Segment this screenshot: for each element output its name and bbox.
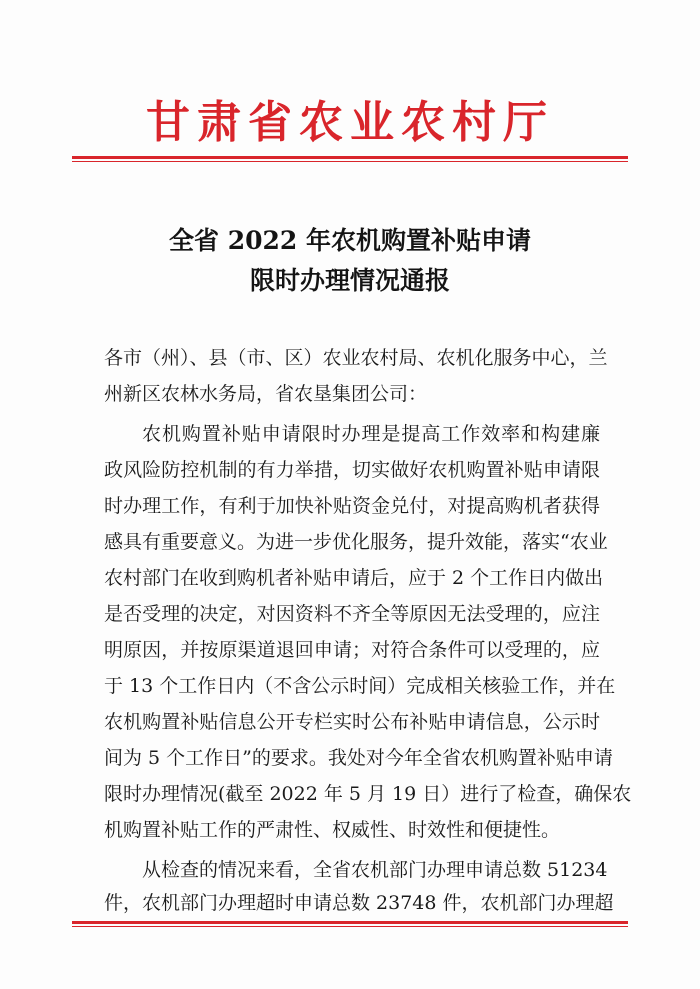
footer-red-rule-thick: [72, 921, 628, 924]
header-red-rule-thick: [72, 156, 628, 159]
body-line: 限时办理情况(截至 2022 年 5 月 19 日）进行了检查，确保农: [104, 783, 632, 805]
body-line: 农机购置补贴申请限时办理是提高工作效率和构建廉: [142, 423, 600, 445]
body-line-addressee-2: 州新区农林水务局，省农垦集团公司：: [104, 383, 428, 405]
body-line: 明原因，并按原渠道退回申请；对符合条件可以受理的，应: [104, 639, 600, 661]
body-line: 间为 5 个工作日”的要求。我处对今年全省农机购置补贴申请: [104, 747, 613, 769]
body-line: 政风险防控机制的有力举措，切实做好农机购置补贴申请限: [104, 459, 600, 481]
body-line: 从检查的情况来看，全省农机部门办理申请总数 51234: [142, 859, 608, 881]
footer-red-rule-thin: [72, 926, 628, 927]
body-line: 时办理工作，有利于加快补贴资金兑付，对提高购机者获得: [104, 495, 600, 517]
body-line: 机购置补贴工作的严肃性、权威性、时效性和便捷性。: [104, 819, 561, 841]
body-line: 农机购置补贴信息公开专栏实时公布补贴申请信息，公示时: [104, 711, 600, 733]
body-line: 是否受理的决定，对因资料不齐全等原因无法受理的，应注: [104, 603, 600, 625]
organization-header: 甘肃省农业农村厅: [146, 97, 554, 148]
body-line: 件，农机部门办理超时申请总数 23748 件，农机部门办理超: [104, 892, 614, 914]
document-title-line-2: 限时办理情况通报: [249, 266, 450, 295]
body-line: 于 13 个工作日内（不含公示时间）完成相关核验工作，并在: [104, 675, 616, 697]
body-line: 感具有重要意义。为进一步优化服务，提升效能，落实“农业: [104, 531, 608, 553]
header-red-rule-thin: [72, 161, 628, 162]
body-line: 农村部门在收到购机者补贴申请后，应于 2 个工作日内做出: [104, 567, 604, 589]
document-title-line-1: 全省 2022 年农机购置补贴申请: [169, 226, 531, 255]
body-line-addressee-1: 各市（州）、县（市、区）农业农村局、农机化服务中心，兰: [104, 347, 608, 369]
